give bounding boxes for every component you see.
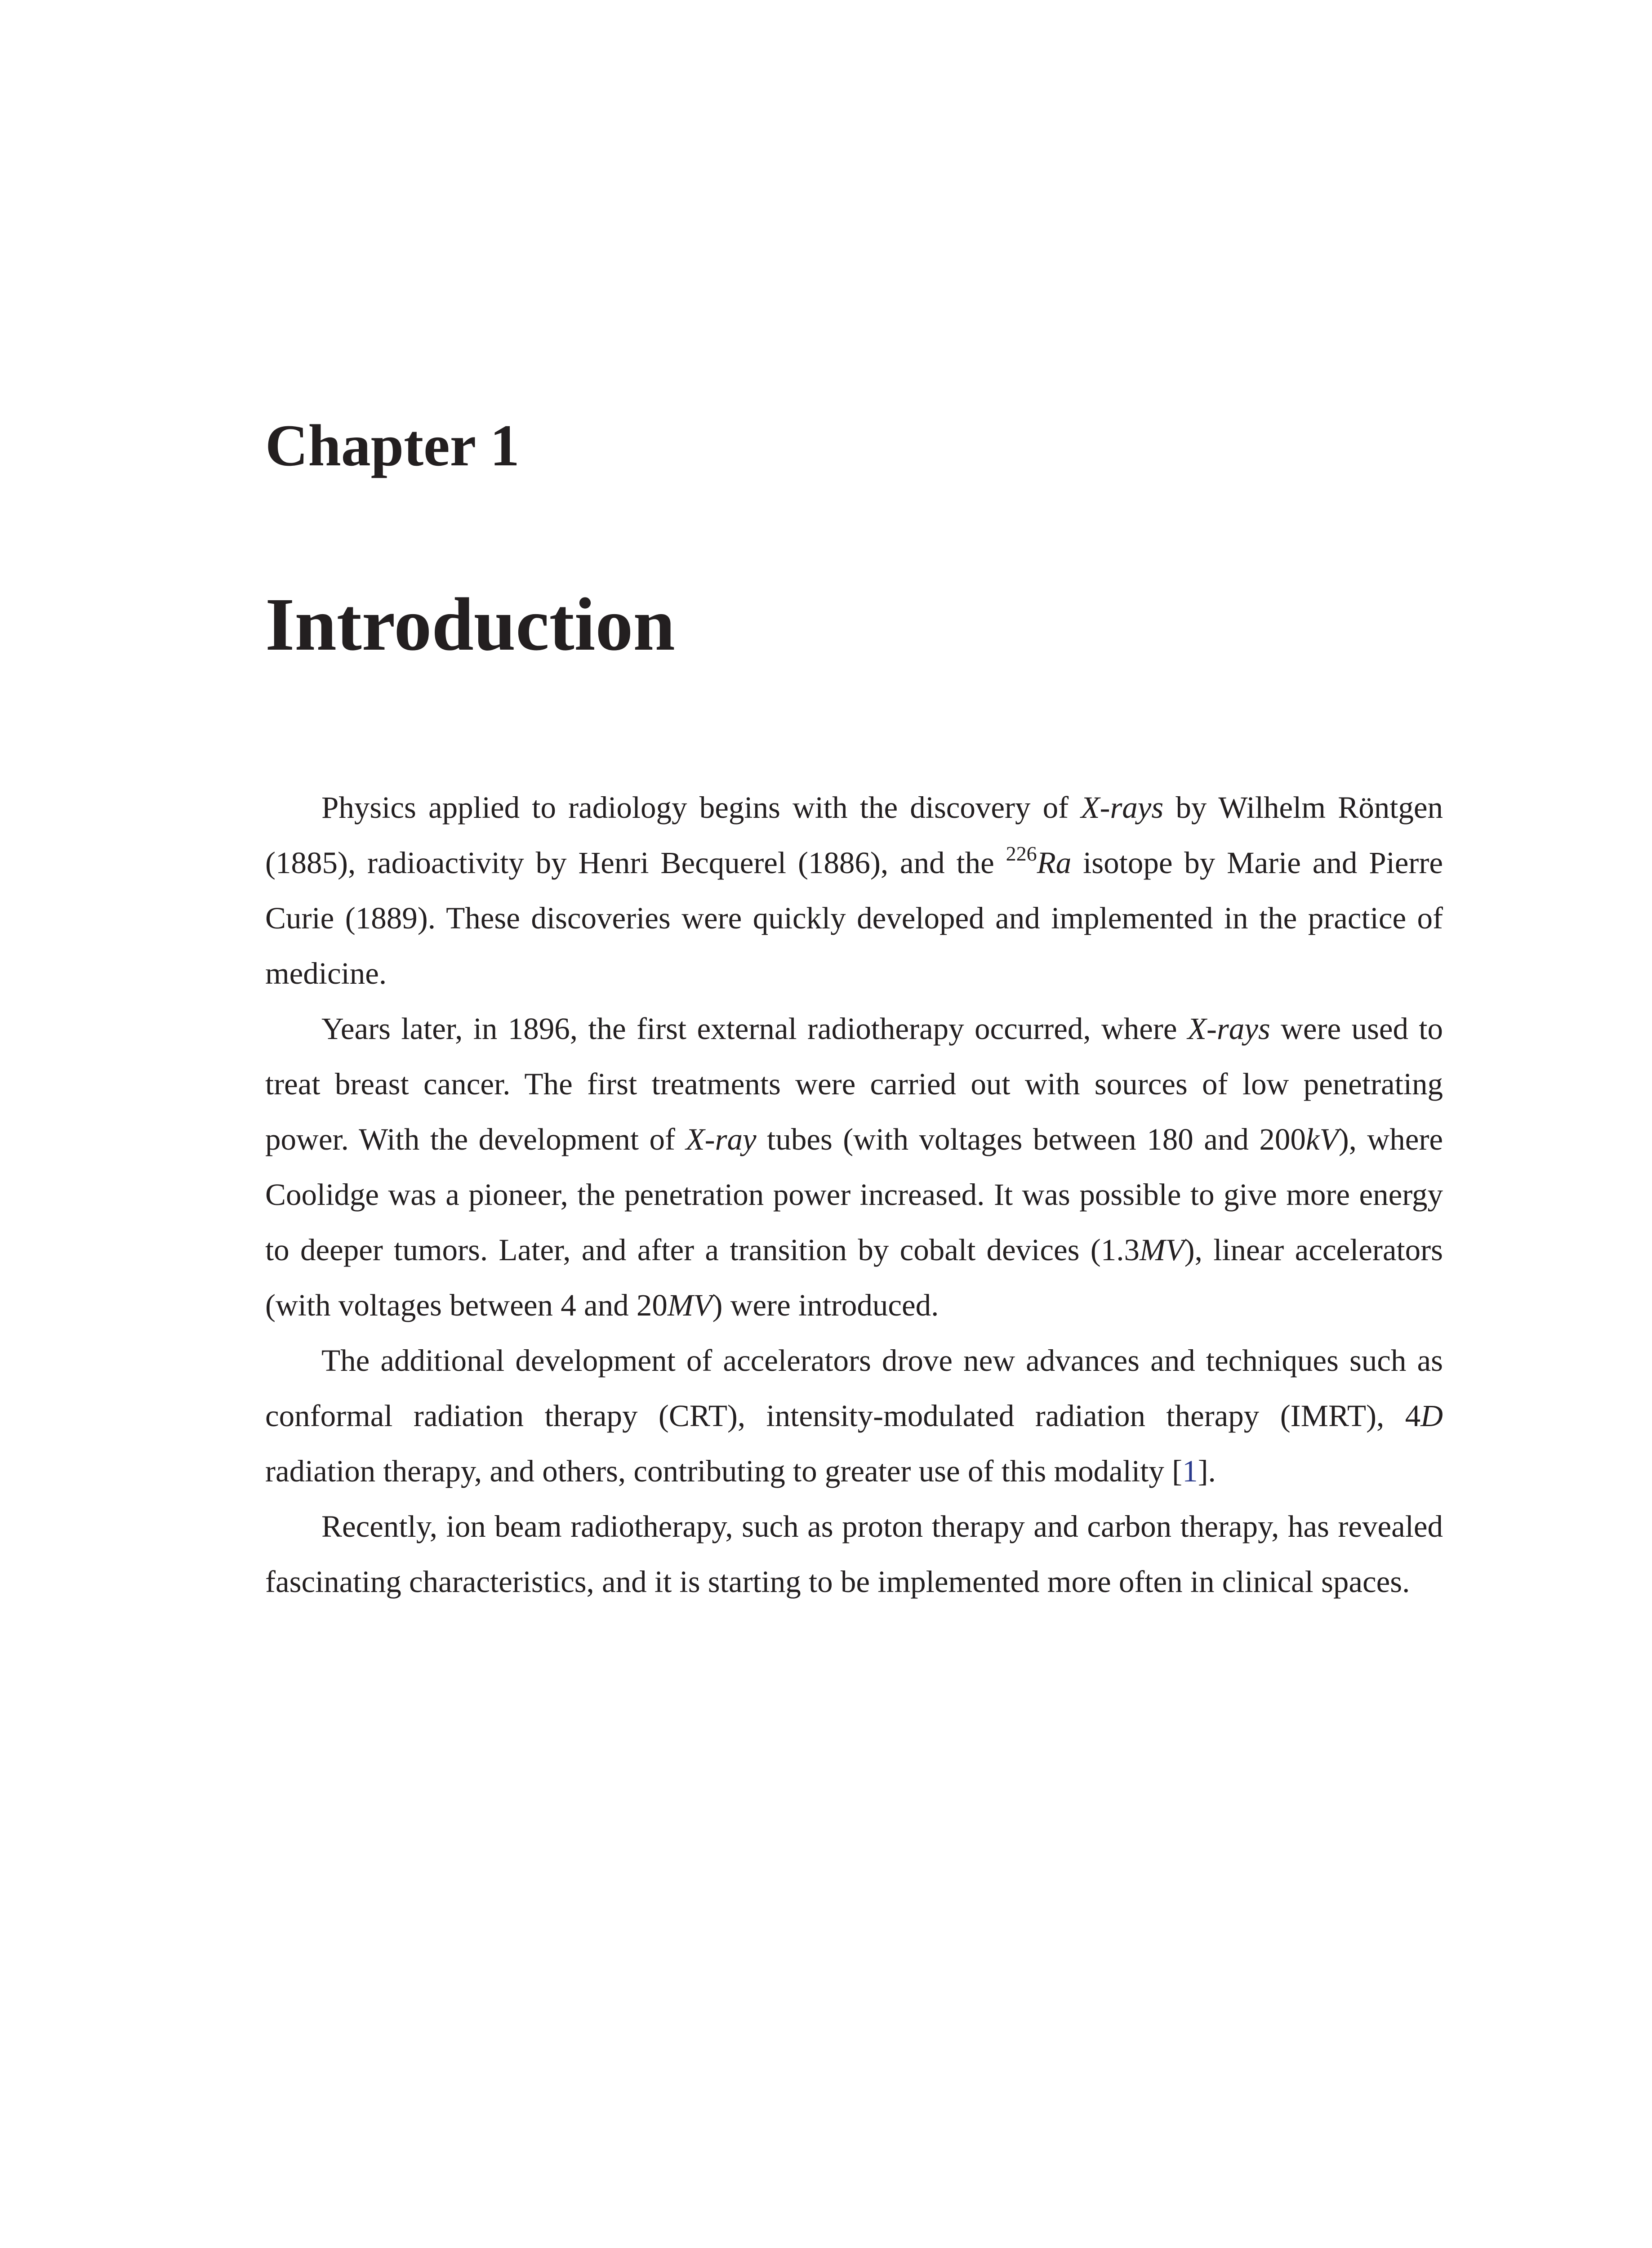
text-run: Recently, ion beam radiotherapy, such as proton therapy and carbon therapy, has revealed fascinating characteristics, and it is starting to be implemented more often in clinical spaces.	[265, 1509, 1443, 1599]
paragraph	[265, 1499, 1443, 1610]
italic-text: MV	[1140, 1233, 1184, 1267]
italic-text: D	[1420, 1399, 1443, 1433]
text-run: by Wilhelm Röntgen (1885), radioactivity by Henri Becquerel (1886), and the	[265, 790, 1443, 880]
text-run: ) were introduced.	[712, 1288, 939, 1322]
body-text	[265, 780, 1443, 1610]
italic-text: X-rays	[1187, 1012, 1270, 1046]
italic-text: MV	[667, 1288, 712, 1322]
italic-text: X-ray	[686, 1122, 757, 1156]
italic-text: X-rays	[1081, 790, 1164, 825]
text-run: Physics applied to radiology begins with the discovery of	[321, 790, 1081, 825]
text-run: ), linear accelerators (with voltages between 4 and 20	[265, 1233, 1443, 1322]
italic-text: Ra	[1037, 846, 1072, 880]
text-run: were used to treat breast cancer. The first treatments were carried out with sources of low penetrating power. With the development of	[265, 1012, 1443, 1156]
superscript-text: 226	[1006, 842, 1037, 865]
text-run: ].	[1198, 1454, 1216, 1488]
text-run: ), where Coolidge was a pioneer, the penetration power increased. It was possible to give more energy to deeper tumors. Later, and after a transition by cobalt devices (1.3	[265, 1122, 1443, 1267]
paragraph	[265, 1333, 1443, 1499]
text-run: tubes (with voltages between 180 and 200	[756, 1122, 1306, 1156]
text-run: The additional development of accelerators drove new advances and techniques such as conformal radiation therapy (CRT), intensity-modulated radiation therapy (IMRT), 4	[265, 1343, 1443, 1433]
citation-link[interactable]: 1	[1182, 1454, 1198, 1488]
paragraph	[265, 780, 1443, 1001]
italic-text: kV	[1305, 1122, 1339, 1156]
chapter-label: Chapter 1	[265, 412, 520, 478]
chapter-title: Introduction	[265, 583, 675, 666]
text-run: Years later, in 1896, the first external radiotherapy occurred, where	[321, 1012, 1188, 1046]
text-run: isotope by Marie and Pierre Curie (1889). These discoveries were quickly developed and implemented in the practice of medicine.	[265, 846, 1443, 990]
text-run: radiation therapy, and others, contributing to greater use of this modality [	[265, 1454, 1183, 1488]
paragraph	[265, 1001, 1443, 1333]
